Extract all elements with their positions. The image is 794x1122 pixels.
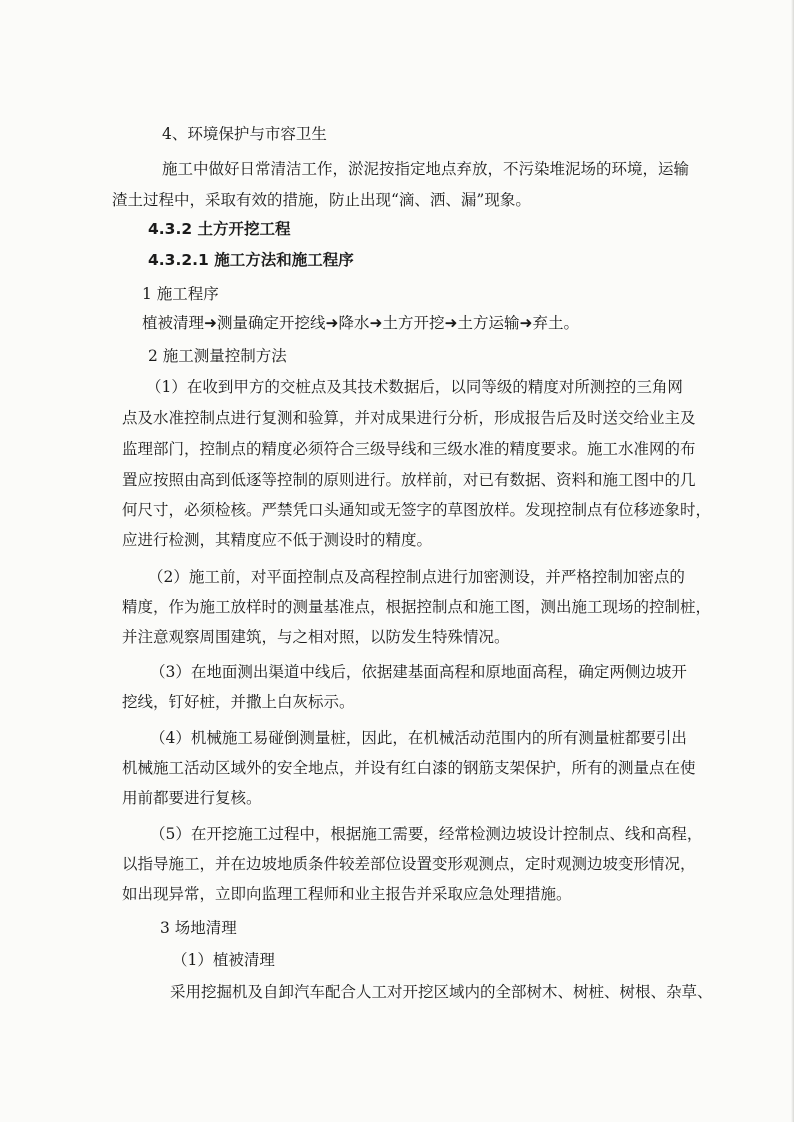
paragraph-line: 应进行检测，其精度应不低于测设时的精度。 — [122, 531, 433, 549]
subsection-heading: 4.3.2.1 施工方法和施工程序 — [148, 251, 354, 269]
paragraph-line: 以指导施工，并在边坡地质条件较差部位设置变形观测点，定时观测边坡变形情况， — [122, 855, 696, 873]
paragraph-line: 如出现异常，立即向监理工程师和业主报告并采取应急处理措施。 — [122, 885, 572, 903]
paragraph-line: 施工中做好日常清洁工作，淤泥按指定地点弃放，不污染堆泥场的环境，运输 — [162, 160, 690, 178]
section-heading: 4、环境保护与市容卫生 — [162, 125, 327, 143]
paragraph-line: 精度，作为施工放样时的测量基准点，根据控制点和施工图，测出施工现场的控制桩， — [122, 598, 712, 616]
paragraph-line: 何尺寸，必须检核。严禁凭口头通知或无签字的草图放样。发现控制点有位移迹象时， — [122, 501, 712, 519]
paragraph-line: （3）在地面测出渠道中线后，依据建基面高程和原地面高程，确定两侧边坡开 — [150, 663, 687, 681]
paragraph-line: 采用挖掘机及自卸汽车配合人工对开挖区域内的全部树木、树桩、树根、杂草、 — [170, 983, 713, 1001]
paragraph-line: （5）在开挖施工过程中，根据施工需要，经常检测边坡设计控制点、线和高程， — [150, 825, 703, 843]
item-heading: （1）植被清理 — [172, 951, 275, 969]
paragraph-line: （1）在收到甲方的交桩点及其技术数据后，以同等级的精度对所测控的三角网 — [146, 378, 683, 396]
paragraph-line: 植被清理➜测量确定开挖线➜降水➜土方开挖➜土方运输➜弃土。 — [142, 314, 579, 332]
paragraph-line: 监理部门，控制点的精度必须符合三级导线和三级水准的精度要求。施工水准网的布 — [122, 440, 696, 458]
paragraph-line: 机械施工活动区域外的安全地点，并设有红白漆的钢筋支架保护，所有的测量点在使 — [122, 759, 696, 777]
paragraph-line: 点及水准控制点进行复测和验算，并对成果进行分析，形成报告后及时送交给业主及 — [122, 409, 696, 427]
item-heading: 1 施工程序 — [142, 285, 219, 303]
item-heading: 3 场地清理 — [160, 919, 237, 937]
paragraph-line: 置应按照由高到低逐等控制的原则进行。放样前，对已有数据、资料和施工图中的几 — [122, 471, 696, 489]
paragraph-line: （2）施工前，对平面控制点及高程控制点进行加密测设，并严格控制加密点的 — [148, 568, 685, 586]
paragraph-line: 渣土过程中，采取有效的措施，防止出现“滴、洒、漏”现象。 — [112, 191, 531, 209]
paragraph-line: 并注意观察周围建筑，与之相对照，以防发生特殊情况。 — [122, 628, 510, 646]
section-heading: 4.3.2 土方开挖工程 — [148, 220, 291, 238]
paragraph-line: 用前都要进行复核。 — [122, 789, 262, 807]
paragraph-line: （4）机械施工易碰倒测量桩，因此，在机械活动范围内的所有测量桩都要引出 — [150, 729, 687, 747]
item-heading: 2 施工测量控制方法 — [148, 347, 287, 365]
paragraph-line: 挖线，钉好桩，并撒上白灰标示。 — [122, 693, 355, 711]
